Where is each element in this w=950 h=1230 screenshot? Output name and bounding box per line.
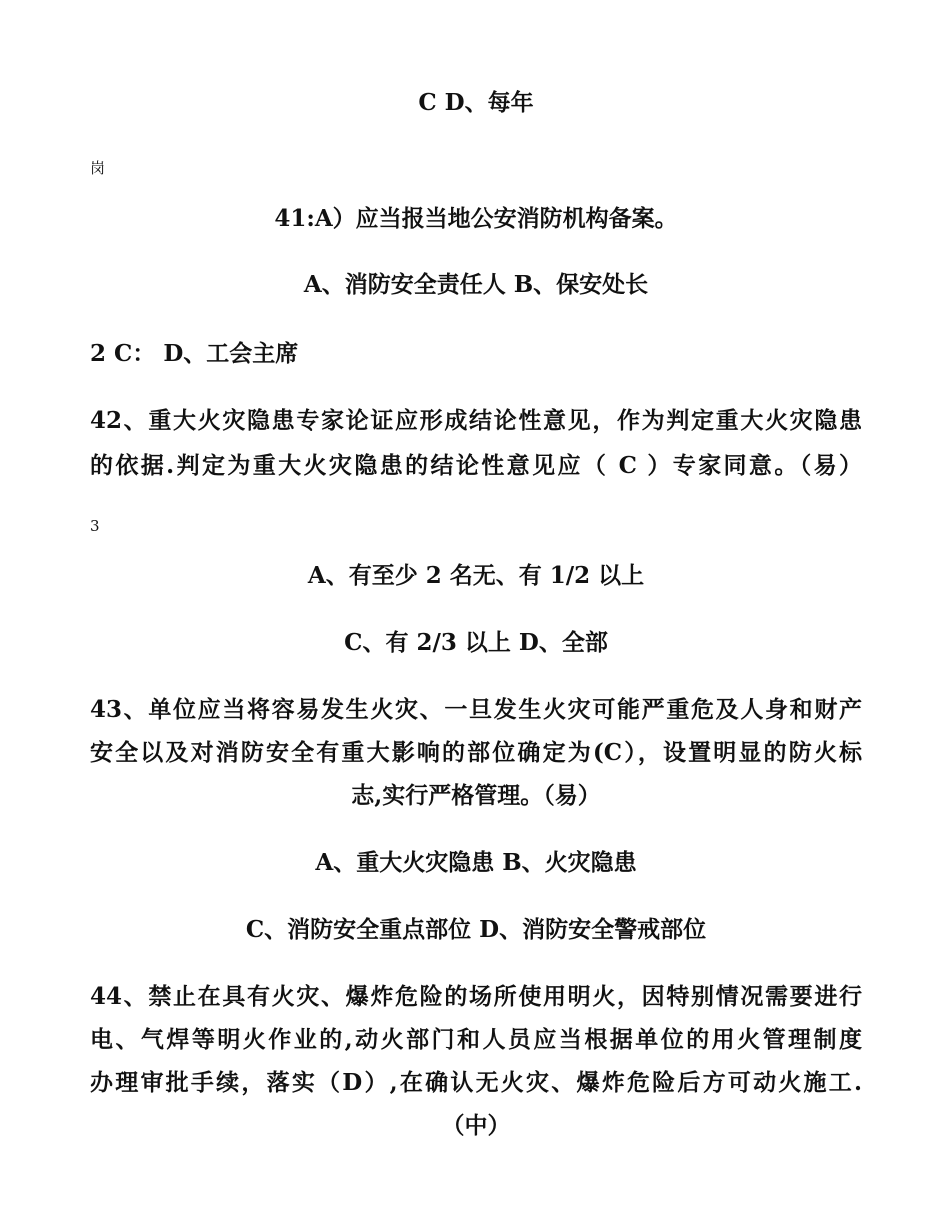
question-42-options-cd: C、有 2/3 以上 D、全部 [344, 629, 608, 656]
question-41-text: 41:A）应当报当地公安消防机构备案。 [274, 205, 678, 232]
question-43-line-1: 43、单位应当将容易发生火灾、一旦发生火灾可能严重危及人身和财产 [90, 696, 862, 723]
question-44-line-1: 44、禁止在具有火灾、爆炸危险的场所使用明火，因特别情况需要进行 [90, 983, 862, 1010]
margin-note-2: 3 [90, 517, 100, 535]
question-42-line-2: 的依据.判定为重大火灾隐患的结论性意见应（ C ）专家同意。（易） [90, 452, 862, 479]
question-42-line-1: 42、重大火灾隐患专家论证应形成结论性意见，作为判定重大火灾隐患 [90, 407, 862, 434]
question-41-options-ab: A、消防安全责任人 B、保安处长 [303, 271, 649, 298]
answer-line-cd: C D、每年 [418, 89, 534, 116]
question-43-line-2: 安全以及对消防安全有重大影响的部位确定为(C），设置明显的防火标 [90, 739, 862, 766]
question-41-options-cd: 2 C： D、工会主席 [90, 340, 299, 367]
question-44-line-3: 办理审批手续，落实（D）,在确认无火灾、爆炸危险后方可动火施工. [90, 1069, 862, 1096]
question-43-options-cd: C、消防安全重点部位 D、消防安全警戒部位 [245, 916, 707, 943]
question-43-line-3: 志,实行严格管理。（易） [351, 782, 601, 809]
question-44-difficulty: （中） [441, 1112, 511, 1139]
question-43-options-ab: A、重大火灾隐患 B、火灾隐患 [315, 849, 637, 876]
question-44-line-2: 电、气焊等明火作业的,动火部门和人员应当根据单位的用火管理制度 [90, 1026, 862, 1053]
question-42-options-ab: A、有至少 2 名无、有 1/2 以上 [307, 562, 645, 589]
margin-note-1: 岗 [90, 159, 106, 177]
